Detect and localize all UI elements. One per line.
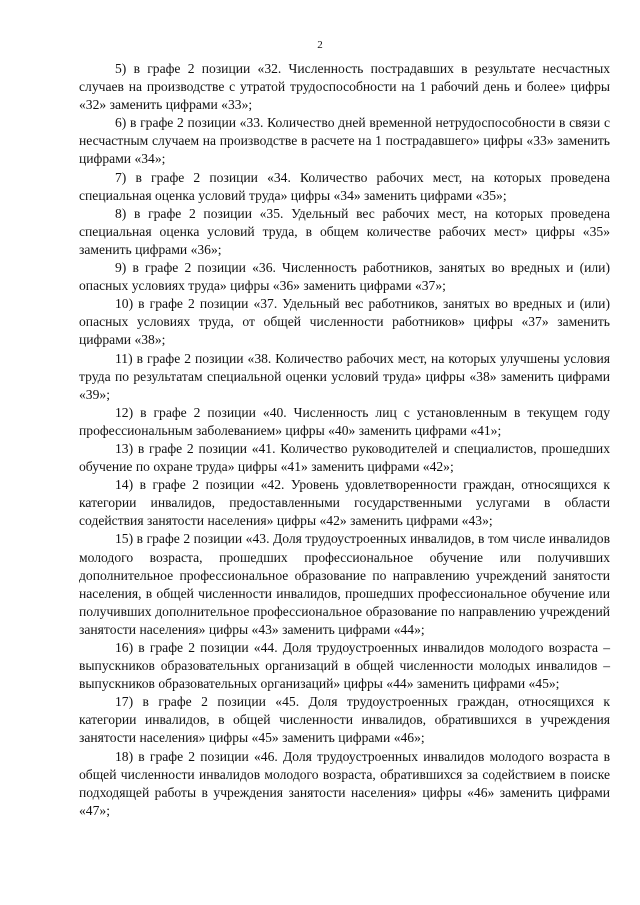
amendment-item-8: 8) в графе 2 позиции «35. Удельный вес рабочих мест, на которых проведена специальная оценка условий труда, в общем количестве рабочих мест» цифры «35» заменить цифрами «36»; (79, 205, 610, 257)
document-body (79, 60, 610, 820)
amendment-item-10: 10) в графе 2 позиции «37. Удельный вес работников, занятых во вредных и (или) опасных условиях труда, от общей численности работников» цифры «37» заменить цифрами «38»; (79, 296, 610, 348)
amendment-item-5: 5) в графе 2 позиции «32. Численность пострадавших в результате несчастных случаев на производстве с утратой трудоспособности на 1 рабочий день и более» цифры «32» заменить цифрами «33»; (79, 61, 610, 113)
amendment-item-18: 18) в графе 2 позиции «46. Доля трудоустроенных инвалидов молодого возраста в общей численности инвалидов молодого возраста, обратившихся за содействием в поиске подходящей работы в учреждения занятости населения» цифры «46» заменить цифрами «47»; (79, 748, 610, 818)
amendment-item-6: 6) в графе 2 позиции «33. Количество дней временной нетрудоспособности в связи с несчастным случаем на производстве в расчете на 1 пострадавшего» цифры «33» заменить цифрами «34»; (79, 115, 610, 167)
amendment-item-9: 9) в графе 2 позиции «36. Численность работников, занятых во вредных и (или) опасных условиях труда» цифры «36» заменить цифрами «37»; (79, 260, 610, 294)
amendment-item-12: 12) в графе 2 позиции «40. Численность лиц с установленным в текущем году профессиональным заболеванием» цифры «40» заменить цифрами «41»; (79, 404, 610, 438)
amendment-item-15: 15) в графе 2 позиции «43. Доля трудоустроенных инвалидов, в том числе инвалидов молодого возраста, прошедших профессиональное обучение или получивших дополнительное профессиональное образование по направлению учреждений занятости населения, в общей численности инвалидов, прошедших профессиональное обучение или получивших дополнительное профессиональное образование по направлению учреждений занятости населения» цифры «43» заменить цифрами «44»; (79, 531, 610, 637)
amendment-item-7: 7) в графе 2 позиции «34. Количество рабочих мест, на которых проведена специальная оценка условий труда» цифры «34» заменить цифрами «35»; (79, 169, 610, 203)
amendment-item-11: 11) в графе 2 позиции «38. Количество рабочих мест, на которых улучшены условия труда по результатам специальной оценки условий труда» цифры «38» заменить цифрами «39»; (79, 350, 610, 402)
amendment-item-16: 16) в графе 2 позиции «44. Доля трудоустроенных инвалидов молодого возраста – выпускников образовательных организаций в общей численности молодых инвалидов – выпускников образовательных организаций» цифры «44» заменить цифрами «45»; (79, 640, 610, 692)
page-number: 2 (317, 39, 323, 51)
amendment-item-14: 14) в графе 2 позиции «42. Уровень удовлетворенности граждан, относящихся к категории инвалидов, предоставленными государственными услугами в области содействия занятости населения» цифры «42» заменить цифрами «43»; (79, 477, 610, 529)
amendment-item-17: 17) в графе 2 позиции «45. Доля трудоустроенных граждан, относящихся к категории инвалидов, в общей численности инвалидов, обратившихся в учреждения занятости населения» цифры «45» заменить цифрами «46»; (79, 694, 610, 746)
amendment-item-13: 13) в графе 2 позиции «41. Количество руководителей и специалистов, прошедших обучение по охране труда» цифры «41» заменить цифрами «42»; (79, 440, 610, 475)
